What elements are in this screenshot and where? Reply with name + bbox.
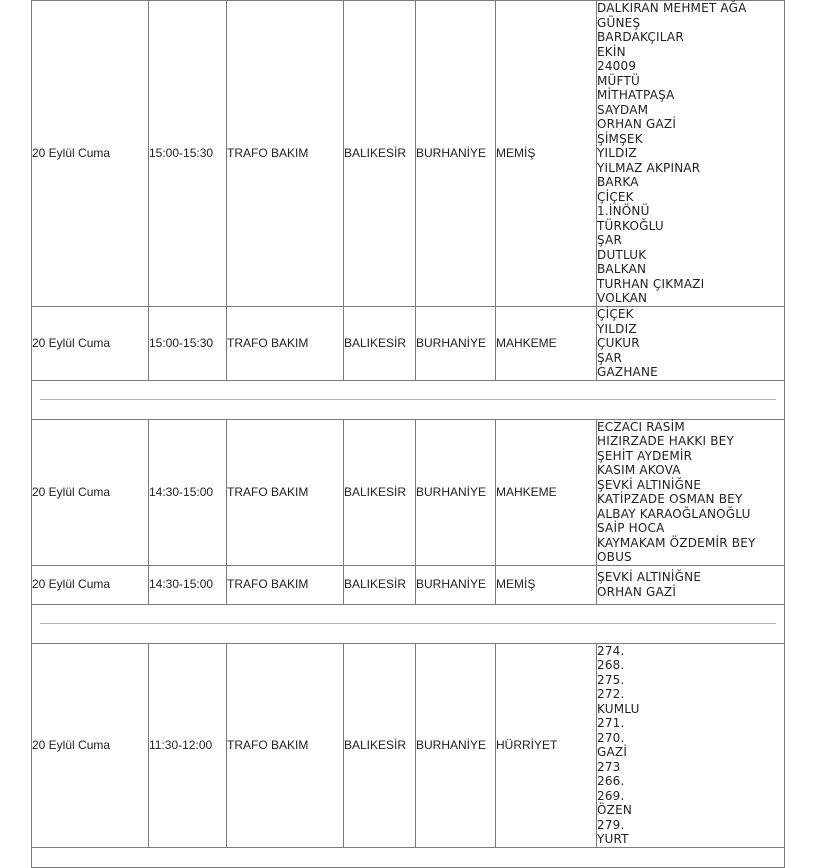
neighborhood-cell: MEMİŞ xyxy=(496,1,597,307)
type-cell: TRAFO BAKIM xyxy=(227,307,344,381)
city-cell: BALIKESİR xyxy=(344,565,416,604)
district-cell: BURHANİYE xyxy=(416,307,496,381)
street-item: ŞEHİT AYDEMİR xyxy=(597,448,693,463)
table-row xyxy=(32,847,785,867)
time-cell: 15:00-15:30 xyxy=(149,1,227,307)
type-cell: TRAFO BAKIM xyxy=(227,643,344,847)
street-item: GÜNEŞ xyxy=(597,15,641,30)
outage-table-body xyxy=(32,1,785,868)
city-cell: BALIKESİR xyxy=(344,419,416,565)
street-item: 275. xyxy=(597,672,625,687)
city-cell: BALIKESİR xyxy=(344,643,416,847)
street-item: BALKAN xyxy=(597,262,647,277)
street-item: YILMAZ AKPINAR xyxy=(597,160,701,175)
empty-cell xyxy=(32,847,785,867)
time-cell: 15:00-15:30 xyxy=(149,307,227,381)
neighborhood-cell: MAHKEME xyxy=(496,419,597,565)
district-cell: BURHANİYE xyxy=(416,1,496,307)
table-row xyxy=(32,307,785,381)
table-row xyxy=(32,565,785,604)
street-item: BARKA xyxy=(597,175,639,190)
street-item: SAİP HOCA xyxy=(597,521,665,535)
street-item: MÜFTÜ xyxy=(597,73,640,88)
street-item: ORHAN GAZİ xyxy=(597,584,677,599)
street-item: ÇUKUR xyxy=(597,336,640,350)
street-item: 269. xyxy=(597,788,625,803)
street-item: 268. xyxy=(597,658,625,672)
streets-cell xyxy=(597,565,785,604)
street-item: ÇİÇEK xyxy=(597,189,634,204)
neighborhood-cell: MAHKEME xyxy=(496,307,597,381)
street-item: EKİN xyxy=(597,44,626,59)
table-row xyxy=(32,643,785,847)
street-item: ŞİMŞEK xyxy=(597,131,643,146)
streets-cell xyxy=(597,643,785,847)
street-item: KATİPZADE OSMAN BEY xyxy=(597,492,743,506)
street-item: BARDAKÇILAR xyxy=(597,30,684,45)
street-item: DALKIRAN MEHMET AĞA xyxy=(597,1,747,16)
district-cell: BURHANİYE xyxy=(416,565,496,604)
street-item: 1.İNÖNÜ xyxy=(597,204,650,219)
street-item: 273 xyxy=(597,759,621,774)
streets-cell xyxy=(597,419,785,565)
street-item: ÖZEN xyxy=(597,803,633,817)
street-item: 274. xyxy=(597,643,625,658)
streets-cell xyxy=(597,1,785,307)
street-item: TURHAN ÇIKMAZI xyxy=(597,276,705,291)
date-cell: 20 Eylül Cuma xyxy=(32,1,149,307)
street-item: ŞAR xyxy=(597,233,622,248)
separator-row xyxy=(32,604,785,643)
type-cell: TRAFO BAKIM xyxy=(227,565,344,604)
street-item: MİTHATPAŞA xyxy=(597,88,675,103)
street-item: VOLKAN xyxy=(597,291,648,306)
street-item: SAYDAM xyxy=(597,102,649,117)
street-item: KUMLU xyxy=(597,701,640,716)
table-row xyxy=(32,419,785,565)
district-cell: BURHANİYE xyxy=(416,643,496,847)
street-item: ŞAR xyxy=(597,350,622,365)
streets-cell xyxy=(597,307,785,381)
street-item: KASIM AKOVA xyxy=(597,463,681,477)
street-item: DUTLUK xyxy=(597,247,647,262)
street-item: OBUS xyxy=(597,550,632,564)
street-item: ÇİÇEK xyxy=(597,307,634,321)
street-item: 272. xyxy=(597,687,625,701)
table-row xyxy=(32,1,785,307)
district-cell: BURHANİYE xyxy=(416,419,496,565)
street-item: TÜRKOĞLU xyxy=(597,218,664,233)
street-item: HIZIRZADE HAKKI BEY xyxy=(597,434,734,448)
type-cell: TRAFO BAKIM xyxy=(227,1,344,307)
street-item: ŞEVKİ ALTINİĞNE xyxy=(597,570,702,584)
time-cell: 14:30-15:00 xyxy=(149,565,227,604)
divider xyxy=(40,399,776,400)
neighborhood-cell: MEMİŞ xyxy=(496,565,597,604)
street-item: ŞEVKİ ALTINİĞNE xyxy=(597,477,702,492)
street-item: GAZHANE xyxy=(597,365,658,379)
street-item: 271. xyxy=(597,716,625,730)
street-item: ALBAY KARAOĞLANOĞLU xyxy=(597,506,751,521)
outage-table xyxy=(31,0,785,868)
street-item: 279. xyxy=(597,817,625,832)
date-cell: 20 Eylül Cuma xyxy=(32,565,149,604)
city-cell: BALIKESİR xyxy=(344,1,416,307)
date-cell: 20 Eylül Cuma xyxy=(32,643,149,847)
date-cell: 20 Eylül Cuma xyxy=(32,307,149,381)
street-item: YILDIZ xyxy=(597,321,637,336)
separator-row xyxy=(32,380,785,419)
street-item: KAYMAKAM ÖZDEMİR BEY xyxy=(597,535,756,550)
street-item: GAZİ xyxy=(597,745,628,759)
type-cell: TRAFO BAKIM xyxy=(227,419,344,565)
city-cell: BALIKESİR xyxy=(344,307,416,381)
street-item: YILDIZ xyxy=(597,146,637,161)
street-item: ECZACI RASİM xyxy=(597,419,685,434)
street-item: YURT xyxy=(597,832,629,846)
street-item: 270. xyxy=(597,730,625,745)
divider xyxy=(40,623,776,624)
date-cell: 20 Eylül Cuma xyxy=(32,419,149,565)
street-item: 24009 xyxy=(597,59,637,74)
street-item: ORHAN GAZİ xyxy=(597,117,677,132)
time-cell: 14:30-15:00 xyxy=(149,419,227,565)
neighborhood-cell: HÜRRİYET xyxy=(496,643,597,847)
street-item: 266. xyxy=(597,774,625,788)
time-cell: 11:30-12:00 xyxy=(149,643,227,847)
